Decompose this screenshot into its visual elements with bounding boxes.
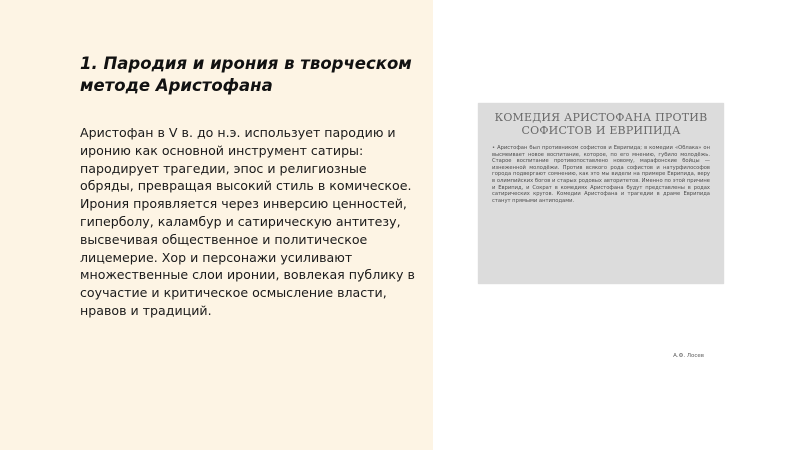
slide-body-text: Аристофан в V в. до н.э. использует пародию и иронию как основной инструмент сатиры: пародирует трагедии, эпос и религиозные обряды, превращая высокий стиль в комическое. Ирония проявляется через инверсию ценностей, гиперболу, каламбур и сатирическую антитезу, высвечивая общественное и политическое лицемерие. Хор и персонажи усиливают множественные слои иронии, вовлекая публику в соучастие и критическое осмысление власти, нравов и традиций.: [80, 125, 415, 318]
scan-body-text: Аристофан был противником софистов и Еврипида; в комедии «Облака» он высмеивает новое воспитание, которое, по его мнению, губило молодёжь. Старое воспитание противопоставлено новому, марафонские бойцы — изнеженной молодёжи. Против всякого рода софистов и натурфилософов города подвергают сомнению, как это мы видели на примере Еврипида, веру в олимпийских богов и старых родовых авторитетов. Именно по этой причине и Еврипид, и Сократ в комедиях Аристофана будут представлены в родах сатирических кругов. Комедии Аристофана и трагедии в драме Еврипида станут прямыми антиподами.: [492, 145, 710, 204]
scanned-page-image: [478, 103, 724, 359]
scan-heading: КОМЕДИЯ АРИСТОФАНА ПРОТИВ СОФИСТОВ И ЕВРИПИДА: [494, 111, 708, 137]
scan-bullet: •: [492, 145, 496, 151]
scan-author: А.Ф. Лосев: [673, 353, 704, 359]
scan-body: [492, 145, 710, 204]
slide-title: 1. Пародия и ирония в творческом методе Аристофана: [80, 54, 412, 95]
